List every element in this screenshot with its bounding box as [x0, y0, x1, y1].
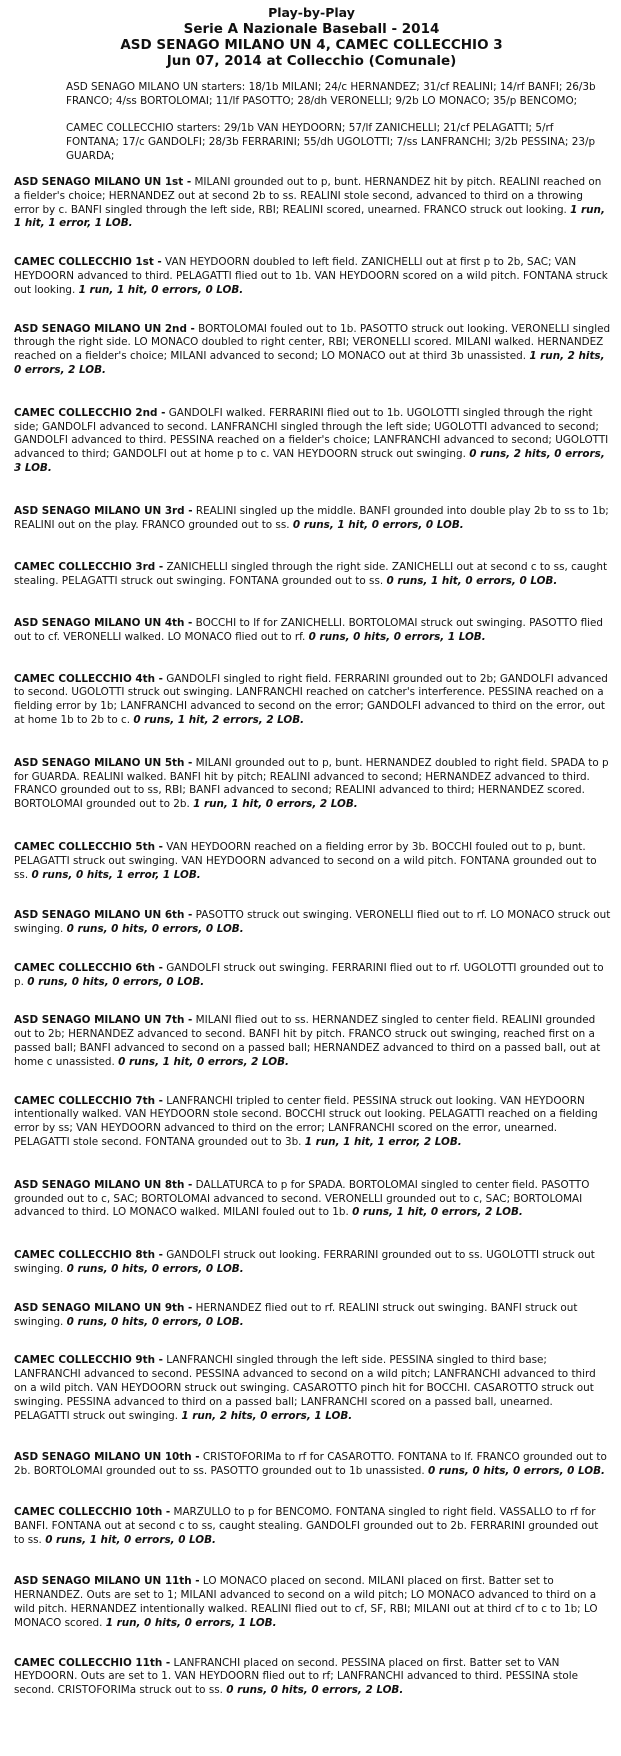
inning-plays: HERNANDEZ flied out to rf. REALINI struck out swinging. BANFI struck out swinging. — [14, 1301, 578, 1328]
inning-summary: 0 runs, 1 hit, 0 errors, 2 LOB. — [352, 1206, 523, 1219]
inning-summary: 0 runs, 0 hits, 0 errors, 0 LOB. — [27, 975, 205, 988]
inning-summary: 0 runs, 1 hit, 2 errors, 2 LOB. — [133, 713, 305, 726]
inning-plays: DALLATURCA to p for SPADA. BORTOLOMAI singled to center field. PASOTTO grounded out to c, SAC; BORTOLOMAI advanced to second. VERONELLI grounded out to c, SAC; BORTOLOMAI advanced to third. LO MONACO walked. MILANI fouled out to 1b. — [14, 1178, 590, 1219]
inning-summary: 0 runs, 1 hit, 0 errors, 0 LOB. — [45, 1533, 216, 1546]
inning-label: CAMEC COLLECCHIO 11th - — [14, 1656, 171, 1669]
inning-plays: GANDOLFI struck out looking. FERRARINI grounded out to ss. UGOLOTTI struck out swinging. — [14, 1249, 595, 1276]
inning-paragraph — [8, 1095, 615, 1150]
away-starters: CAMEC COLLECCHIO starters: 29/1b VAN HEYDOORN; 57/lf ZANICHELLI; 21/cf PELAGATTI; 5/rf FONTANA; 17/c GANDOLFI; 28/3b FERRARINI; 55/dh UGOLOTTI; 7/ss LANFRANCHI; 3/2b PESSINA; 23/p GUARDA; — [66, 122, 596, 162]
game-date-place: Jun 07, 2014 at Collecchio (Comunale) — [166, 53, 457, 69]
inning-paragraph — [8, 1354, 615, 1423]
inning-summary: 0 runs, 0 hits, 0 errors, 0 LOB. — [66, 923, 244, 936]
inning-plays: BOCCHI to lf for ZANICHELLI. BORTOLOMAI struck out swinging. PASOTTO flied out to cf. VERONELLI walked. LO MONACO flied out to rf. — [14, 616, 603, 643]
inning-plays: LANFRANCHI placed on second. PESSINA placed on first. Batter set to VAN HEYDOORN. Outs are set to 1. VAN HEYDOORN flied out to rf; LANFRANCHI advanced to third. PESSINA stole second. CRISTOFORIMa struck out to ss. — [14, 1656, 579, 1697]
inning-summary: 0 runs, 1 hit, 0 errors, 0 LOB. — [386, 575, 558, 588]
inning-plays: MILANI flied out to ss. HERNANDEZ singled to center field. REALINI grounded out to 2b; HERNANDEZ advanced to second. BANFI hit by pitch. FRANCO struck out swinging, reached first on a passed ball; BANFI advanced to second on a passed ball; HERNANDEZ advanced to third on a passed ball, out at home c unassisted. — [14, 1014, 601, 1068]
inning-plays: ZANICHELLI singled through the right side. ZANICHELLI out at second c to ss, caught stealing. PELAGATTI struck out swinging. FONTANA grounded out to ss. — [14, 561, 608, 588]
inning-label: ASD SENAGO MILANO UN 8th - — [14, 1178, 193, 1191]
inning-plays: REALINI singled up the middle. BANFI grounded into double play 2b to ss to 1b; REALINI out on the play. FRANCO grounded out to ss. — [14, 504, 609, 531]
inning-label: CAMEC COLLECCHIO 6th - — [14, 961, 163, 974]
inning-paragraph — [8, 176, 615, 231]
inning-label: ASD SENAGO MILANO UN 1st - — [14, 176, 192, 188]
inning-plays: CRISTOFORIMa to rf for CASAROTTO. FONTANA to lf. FRANCO grounded out to 2b. BORTOLOMAI grounded out to ss. PASOTTO grounded out to 1b unassisted. — [14, 1451, 607, 1478]
inning-paragraph — [8, 909, 615, 937]
inning-label: CAMEC COLLECCHIO 8th - — [14, 1249, 163, 1262]
inning-label: ASD SENAGO MILANO UN 3rd - — [14, 504, 193, 517]
starters-section — [8, 69, 615, 163]
inning-label: ASD SENAGO MILANO UN 2nd - — [14, 322, 195, 335]
inning-paragraph — [8, 673, 615, 728]
inning-paragraph — [8, 1014, 615, 1069]
home-starters: ASD SENAGO MILANO UN starters: 18/1b MILANI; 24/c HERNANDEZ; 31/cf REALINI; 14/rf BANFI; 26/3b FRANCO; 4/ss BORTOLOMAI; 11/lf PASOTTO; 28/dh VERONELLI; 9/2b LO MONACO; 35/p BENCOMO; — [66, 81, 596, 107]
inning-summary: 0 runs, 0 hits, 0 errors, 0 LOB. — [427, 1465, 605, 1478]
league-name: Serie A Nazionale Baseball - 2014 — [183, 21, 440, 37]
inning-paragraph — [8, 407, 615, 476]
inning-summary: 0 runs, 0 hits, 0 errors, 1 LOB. — [308, 630, 486, 643]
inning-paragraph — [8, 841, 615, 882]
inning-label: CAMEC COLLECCHIO 3rd - — [14, 561, 164, 574]
inning-summary: 1 run, 1 hit, 1 error, 2 LOB. — [304, 1136, 462, 1149]
inning-plays: GANDOLFI walked. FERRARINI flied out to 1b. UGOLOTTI singled through the right side; GANDOLFI advanced to second. LANFRANCHI singled through the left side; UGOLOTTI advanced to second; GANDOLFI advanced to third. PESSINA reached on a fielder's choice; LANFRANCHI advanced to second; UGOLOTTI advanced to third; GANDOLFI out at home p to c. VAN HEYDOORN struck out swinging. — [14, 406, 609, 461]
inning-label: CAMEC COLLECCHIO 5th - — [14, 840, 163, 853]
inning-paragraph — [8, 757, 615, 812]
inning-summary: 1 run, 2 hits, 0 errors, 2 LOB. — [14, 350, 605, 376]
inning-label: ASD SENAGO MILANO UN 6th - — [14, 909, 193, 922]
inning-label: ASD SENAGO MILANO UN 9th - — [14, 1301, 193, 1314]
inning-plays: LO MONACO placed on second. MILANI placed on first. Batter set to HERNANDEZ. Outs are set to 1; MILANI advanced to second on a wild pitch; LO MONACO advanced to third on a wild pitch. HERNANDEZ intentionally walked. REALINI flied out to cf, SF, RBI; MILANI out at third cf to c to 1b; LO MONACO scored. — [14, 1575, 598, 1629]
inning-plays: BORTOLOMAI fouled out to 1b. PASOTTO struck out looking. VERONELLI singled through the right side. LO MONACO doubled to right center, RBI; VERONELLI scored. MILANI walked. HERNANDEZ reached on a fielder's choice; MILANI advanced to second; LO MONACO out at third 3b unassisted. — [14, 322, 611, 363]
innings-list — [8, 176, 615, 1698]
inning-plays: MILANI grounded out to p, bunt. HERNANDEZ hit by pitch. REALINI reached on a fielder's choice; HERNANDEZ out at second 2b to ss. REALINI stole second, advanced to third on a throwing error by c. BANFI singled through the left side, RBI; REALINI scored, unearned. FRANCO struck out looking. — [14, 176, 602, 216]
inning-label: CAMEC COLLECCHIO 10th - — [14, 1506, 171, 1519]
inning-plays: VAN HEYDOORN doubled to left field. ZANICHELLI out at first p to 2b, SAC; VAN HEYDOORN advanced to third. PELAGATTI flied out to 1b. VAN HEYDOORN scored on a wild pitch. FONTANA struck out looking. — [14, 256, 608, 296]
inning-label: CAMEC COLLECCHIO 4th - — [14, 672, 163, 685]
inning-summary: 0 runs, 1 hit, 0 errors, 2 LOB. — [118, 1055, 289, 1068]
inning-plays: LANFRANCHI tripled to center field. PESSINA struck out looking. VAN HEYDOORN intentionally walked. VAN HEYDOORN stole second. BOCCHI struck out looking. PELAGATTI reached on a fielding error by ss; VAN HEYDOORN advanced to third on the error; LANFRANCHI scored on the error, unearned. PELAGATTI stole second. FONTANA grounded out to 3b. — [14, 1094, 598, 1149]
inning-paragraph — [8, 323, 615, 378]
game-matchup: ASD SENAGO MILANO UN 4, CAMEC COLLECCHIO 3 — [120, 37, 503, 53]
inning-label: ASD SENAGO MILANO UN 7th - — [14, 1014, 193, 1027]
document-header — [8, 0, 615, 69]
inning-summary: 1 run, 1 hit, 1 error, 1 LOB. — [14, 203, 605, 230]
inning-label: CAMEC COLLECCHIO 9th - — [14, 1354, 163, 1367]
inning-summary: 1 run, 0 hits, 0 errors, 1 LOB. — [105, 1616, 277, 1629]
inning-summary: 0 runs, 0 hits, 0 errors, 0 LOB. — [66, 1315, 244, 1328]
inning-paragraph — [8, 962, 615, 990]
inning-plays: PASOTTO struck out swinging. VERONELLI flied out to rf. LO MONACO struck out swinging. — [14, 909, 611, 936]
inning-summary: 0 runs, 2 hits, 0 errors, 3 LOB. — [14, 448, 605, 474]
inning-plays: MARZULLO to p for BENCOMO. FONTANA singled to right field. VASSALLO to rf for BANFI. FONTANA out at second c to ss, caught stealing. GANDOLFI grounded out to 2b. FERRARINI grounded out to ss. — [14, 1506, 599, 1546]
inning-summary: 1 run, 1 hit, 0 errors, 2 LOB. — [193, 798, 358, 811]
inning-paragraph — [8, 1249, 615, 1277]
inning-summary: 0 runs, 0 hits, 0 errors, 2 LOB. — [226, 1684, 404, 1697]
inning-paragraph — [8, 256, 615, 297]
inning-plays: GANDOLFI singled to right field. FERRARINI grounded out to 2b; GANDOLFI advanced to second. UGOLOTTI struck out swinging. LANFRANCHI reached on catcher's interference. PESSINA reached on a fielding error by 1b; LANFRANCHI advanced to second on the error; GANDOLFI advanced to third on the error, out at home 1b to 2b to c. — [14, 672, 608, 726]
inning-summary: 0 runs, 0 hits, 0 errors, 0 LOB. — [66, 1263, 244, 1276]
inning-label: CAMEC COLLECCHIO 2nd - — [14, 406, 166, 419]
inning-paragraph — [8, 1575, 615, 1630]
inning-label: CAMEC COLLECCHIO 1st - — [14, 256, 162, 269]
inning-plays: MILANI grounded out to p, bunt. HERNANDEZ doubled to right field. SPADA to p for GUARDA. REALINI walked. BANFI hit by pitch; REALINI advanced to second; HERNANDEZ advanced to third. FRANCO grounded out to ss, RBI; BANFI advanced to second; REALINI advanced to third; HERNANDEZ scored. BORTOLOMAI grounded out to 2b. — [14, 756, 609, 811]
inning-label: ASD SENAGO MILANO UN 10th - — [14, 1451, 200, 1464]
inning-summary: 1 run, 2 hits, 0 errors, 1 LOB. — [181, 1409, 353, 1422]
inning-paragraph — [8, 617, 615, 645]
inning-plays: VAN HEYDOORN reached on a fielding error by 3b. BOCCHI fouled out to p, bunt. PELAGATTI struck out swinging. VAN HEYDOORN advanced to second on a wild pitch. FONTANA grounded out to ss. — [14, 840, 597, 881]
inning-plays: GANDOLFI struck out swinging. FERRARINI flied out to rf. UGOLOTTI grounded out to p. — [14, 961, 604, 988]
document-title: Play-by-Play — [268, 5, 355, 20]
inning-paragraph — [8, 1657, 615, 1698]
inning-paragraph — [8, 1506, 615, 1547]
inning-summary: 0 runs, 0 hits, 1 error, 1 LOB. — [31, 868, 201, 881]
inning-paragraph — [8, 1451, 615, 1479]
inning-paragraph — [8, 505, 615, 533]
inning-label: ASD SENAGO MILANO UN 4th - — [14, 616, 193, 629]
inning-summary: 1 run, 1 hit, 0 errors, 0 LOB. — [78, 283, 244, 296]
inning-plays: LANFRANCHI singled through the left side. PESSINA singled to third base; LANFRANCHI advanced to second. PESSINA advanced to second on a wild pitch; LANFRANCHI advanced to third on a wild pitch. VAN HEYDOORN struck out swinging. CASAROTTO pinch hit for BOCCHI. CASAROTTO struck out swinging. PESSINA advanced to third on a passed ball; LANFRANCHI scored on a passed ball, unearned. PELAGATTI struck out swinging. — [14, 1354, 596, 1422]
inning-label: ASD SENAGO MILANO UN 11th - — [14, 1575, 200, 1588]
inning-paragraph — [8, 1179, 615, 1220]
inning-label: ASD SENAGO MILANO UN 5th - — [14, 756, 193, 769]
inning-summary: 0 runs, 1 hit, 0 errors, 0 LOB. — [292, 518, 464, 531]
inning-label: CAMEC COLLECCHIO 7th - — [14, 1094, 163, 1107]
inning-paragraph — [8, 1302, 615, 1330]
inning-paragraph — [8, 561, 615, 589]
